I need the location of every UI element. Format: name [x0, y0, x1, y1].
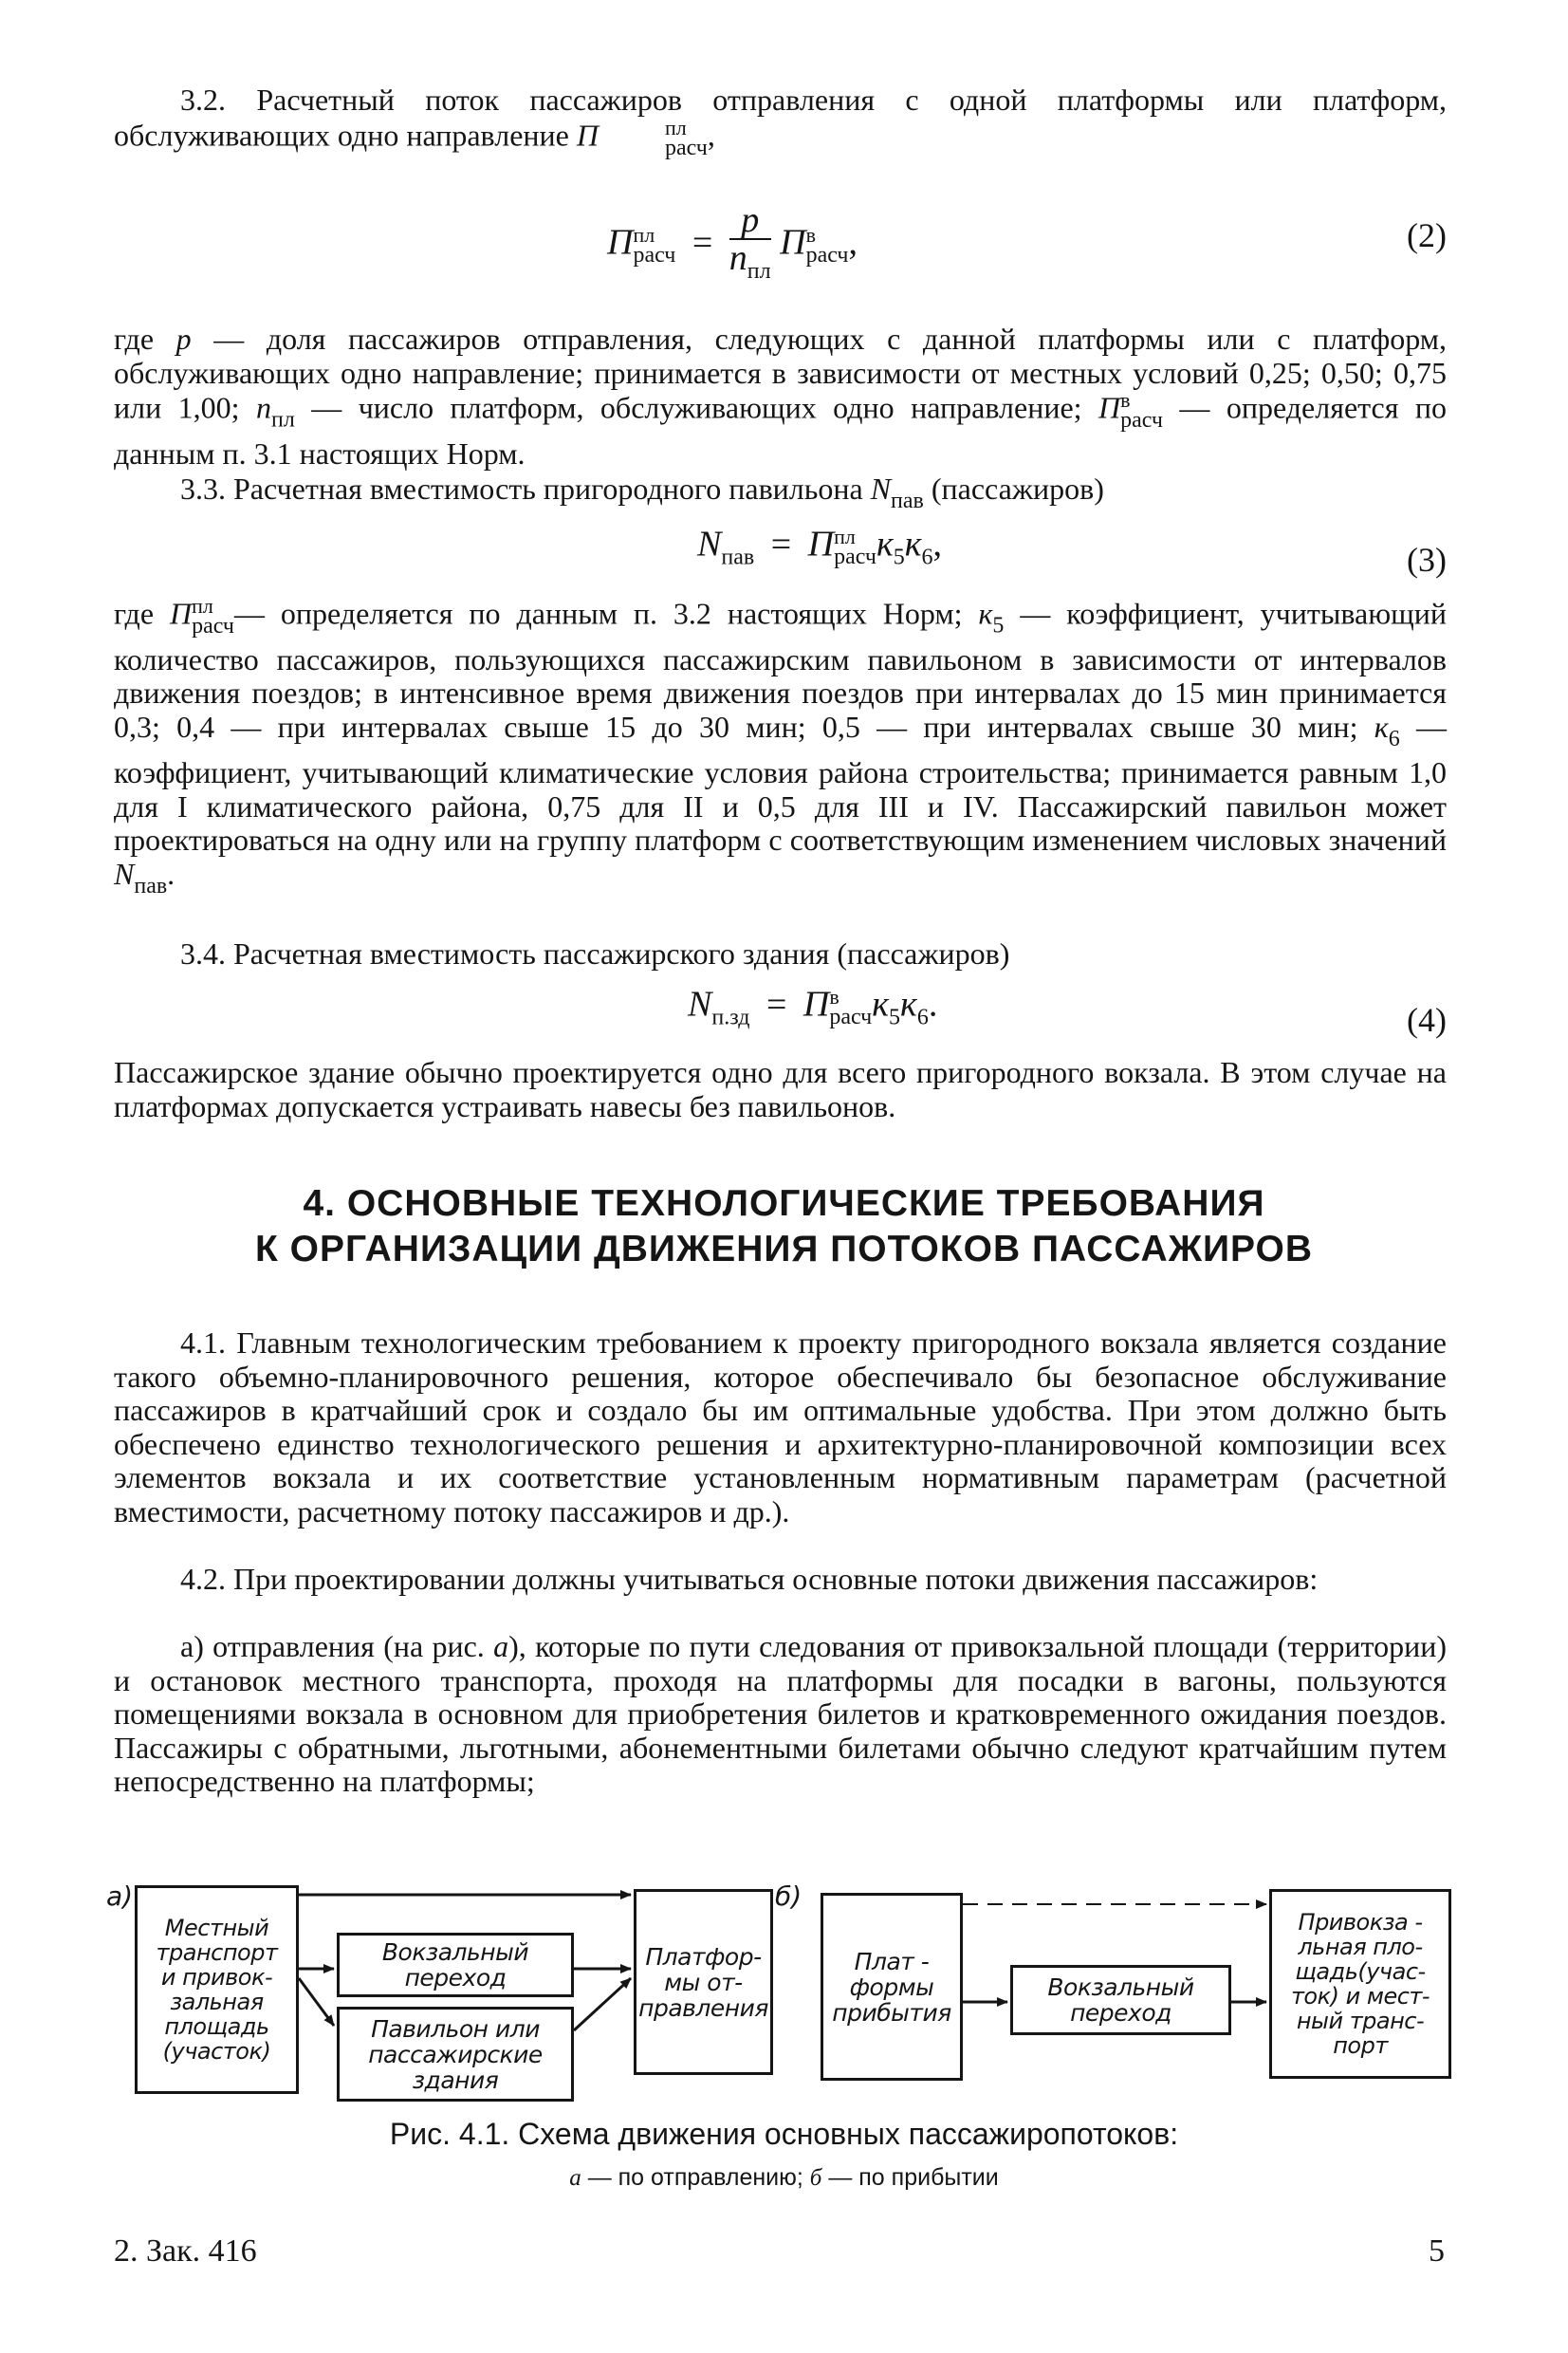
formula-symbol: П: [607, 222, 634, 263]
text: (пассажиров): [931, 472, 1104, 506]
formula-symbol: П: [802, 984, 830, 1025]
superscript: в: [1120, 388, 1131, 412]
clause-number: 3.2.: [180, 83, 226, 117]
subscript: 5: [992, 613, 1005, 639]
formula-symbol: к: [900, 984, 917, 1025]
superscript: в: [805, 223, 816, 247]
paragraph-text: Расчетная вместимость пассажирского здания (пассажиров): [233, 936, 1010, 971]
paragraph-4-1: 4.1. Главным технологическим требованием к проекту пригородного вокзала является создание такого объемно-планировочного решения, которое обеспечивало бы безопасное обслуживание пассажиров в кратчайший срок и создало бы им оптимальные удобства. При этом должно быть обеспечено единство технологического решения и архитектурно-планировочной композиции всех элементов вокзала и их соответствие установленным нормативным параметрам (расчетной вместимости, расчетному потоку пассажиров и др.).: [114, 1325, 1447, 1529]
subscript: 5: [893, 545, 905, 570]
box-station-transfer-a: Вокзальный переход: [337, 1933, 574, 1997]
subscript: пл: [747, 259, 771, 284]
subscript: расч: [633, 243, 676, 268]
footer-order-number: 2. Зак. 416: [114, 2233, 257, 2269]
subscript: 6: [916, 1005, 929, 1030]
formula-symbol: к: [872, 984, 890, 1025]
text: — определяется по данным п. 3.2 настоящих Норм;: [233, 596, 963, 631]
text: — коэффициент, учитывающий количество пассажиров, пользующихся пассажирским павильоном в зависимости от интервалов движения поездов; в интенсивное время движения поездов при интервалах до 15 мин принимается 0,3; 0,4 — при интервалах свыше 15 до 30 мин; 0,5 — при интервалах свыше 30 мин;: [114, 596, 1448, 744]
equation-number: (2): [1407, 216, 1447, 254]
formula-symbol: N: [688, 984, 712, 1025]
subscript: расч: [1120, 408, 1163, 433]
box-arrival-platforms: Плат - формы прибытия: [821, 1893, 963, 2081]
section-heading-line-1: 4. ОСНОВНЫЕ ТЕХНОЛОГИЧЕСКИЕ ТРЕБОВАНИЯ: [303, 1183, 1265, 1224]
formula-symbol: П: [780, 222, 806, 263]
subscript: расч: [805, 243, 849, 268]
text: — определяется по данным п. 3.1 настоящих Норм.: [114, 390, 1447, 471]
symbol: N: [114, 856, 135, 891]
subscript: 6: [921, 545, 933, 570]
punctuation: ,: [848, 222, 858, 263]
clause-number: 3.4.: [180, 936, 226, 971]
subscript: 5: [889, 1005, 901, 1030]
subscript: пав: [721, 545, 755, 570]
legend-key-b: б: [809, 2165, 822, 2191]
symbol: p: [175, 322, 192, 356]
text: ), которые по пути следования от привокзальной площади (территории) и остановок местного транспорта, проходя на платформы для посадки в вагоны, пользуются помещениями вокзала в основном для приобретения билетов и кратковременного ожидания поездов. Пассажиры с обратными, льготными, абонементными билетами обычно следуют кратчайшим путем непосредственно на платформы;: [114, 1629, 1448, 1798]
diagram-arrows: [114, 1883, 1461, 2111]
box-departure-platforms: Платфор- мы от- правления: [634, 1889, 773, 2075]
text: где: [114, 596, 155, 631]
box-station-transfer-b: Вокзальный переход: [1010, 1965, 1231, 2035]
denominator: n: [729, 238, 747, 278]
legend-text-a: — по отправлению;: [587, 2164, 803, 2191]
formula-3-explanation: [114, 596, 1447, 903]
formula-symbol: П: [807, 524, 835, 565]
figure-caption: Рис. 4.1. Схема движения основных пассажиропотоков:: [389, 2117, 1179, 2151]
paragraph-4-2: 4.2. При проектировании должны учитываться основные потоки движения пассажиров:: [180, 1562, 1319, 1596]
legend-key-a: а: [569, 2165, 581, 2191]
passenger-flow-diagram: [106, 1881, 1461, 2111]
symbol: к: [978, 596, 993, 631]
formula-2: [0, 202, 1568, 287]
text: а) отправления (на рис.: [180, 1629, 485, 1663]
subscript: пл: [270, 407, 295, 433]
formula-symbol: N: [697, 524, 722, 565]
text: — число платформ, обслуживающих одно направление;: [311, 390, 1082, 425]
formula-2-explanation: [114, 323, 1447, 471]
paragraph-3-4-note: Пассажирское здание обычно проектируется одно для всего пригородного вокзала. В этом случае на платформах допускается устраивать навесы без павильонов.: [114, 1055, 1447, 1123]
symbol: n: [255, 390, 271, 425]
superscript: пл: [633, 223, 655, 247]
formula-symbol: к: [876, 524, 894, 565]
subscript: расч: [192, 614, 234, 639]
paragraph-3-4: [114, 937, 1447, 972]
subscript: расч: [834, 545, 876, 569]
subscript: расч: [664, 135, 708, 160]
formula-symbol: к: [904, 524, 922, 565]
equals-sign: =: [692, 222, 713, 263]
symbol: П: [1098, 390, 1121, 425]
legend-text-b: — по прибытии: [828, 2164, 999, 2191]
figure-ref: а: [493, 1629, 509, 1663]
subscript: расч: [829, 1005, 873, 1029]
punctuation: ,: [707, 117, 715, 152]
label-b: б): [775, 1881, 802, 1912]
punctuation: .: [928, 984, 938, 1025]
box-local-transport: Местный транспорт и привок- зальная площадь (участок): [135, 1885, 299, 2094]
paragraph-3-2: [114, 83, 1447, 159]
clause-number: 3.3.: [180, 472, 226, 506]
box-station-square: Привокза - льная пло- щадь(учас- ток) и мест- ный транс- порт: [1269, 1889, 1451, 2079]
numerator: p: [729, 202, 771, 240]
subscript: пав: [134, 873, 168, 899]
section-heading-line-2: К ОРГАНИЗАЦИИ ДВИЖЕНИЯ ПОТОКОВ ПАССАЖИРОВ: [254, 1229, 1313, 1269]
fraction: [729, 202, 771, 289]
superscript: в: [829, 985, 839, 1009]
figure-caption-legend: [0, 2161, 1568, 2196]
equals-sign: =: [770, 524, 792, 565]
equation-number: (4): [1407, 1001, 1447, 1039]
superscript: пл: [834, 525, 856, 548]
punctuation: ,: [932, 524, 943, 565]
subscript: п.зд: [711, 1005, 750, 1030]
paragraph-3-3: [114, 472, 1447, 519]
equation-number: (3): [1407, 541, 1447, 579]
text: где: [114, 322, 155, 356]
arrow-pavilion-to-platforms: [574, 1978, 631, 2030]
symbol: к: [1374, 709, 1389, 744]
superscript: пл: [664, 115, 687, 139]
symbol: N: [870, 472, 892, 506]
page-number: 5: [1429, 2233, 1445, 2269]
box-pavilion: Павильон или пассажирские здания: [337, 2007, 574, 2102]
equals-sign: =: [766, 984, 787, 1025]
paragraph-4-2-a: [114, 1630, 1447, 1799]
arrow-a-to-pavilion: [299, 1978, 334, 2026]
text: — доля пассажиров отправления, следующих с данной платформы или с платформ, обслуживающих одно направление; принимается в зависимости от местных условий 0,25; 0,50; 0,75 или 1,00;: [114, 322, 1448, 425]
label-a: а): [106, 1881, 134, 1912]
paragraph-text: Расчетная вместимость пригородного павильона: [233, 472, 863, 506]
subscript: пав: [891, 489, 924, 513]
superscript: пл: [192, 594, 213, 618]
paragraph-text: Расчетный поток пассажиров отправления с одной платформы или платформ, обслуживающих одно направление: [114, 83, 1448, 152]
subscript: 6: [1388, 726, 1400, 751]
symbol: П: [169, 596, 193, 631]
punctuation: .: [167, 856, 175, 891]
text: — коэффициент, учитывающий климатические условия района строительства; принимается равным 1,0 для I климатического района, 0,75 для II и 0,5 для III и IV. Пассажирский павильон может проектироваться на одну или на группу платформ с соответствующим изменением числовых значений: [114, 709, 1448, 858]
symbol-p: П: [576, 117, 599, 152]
